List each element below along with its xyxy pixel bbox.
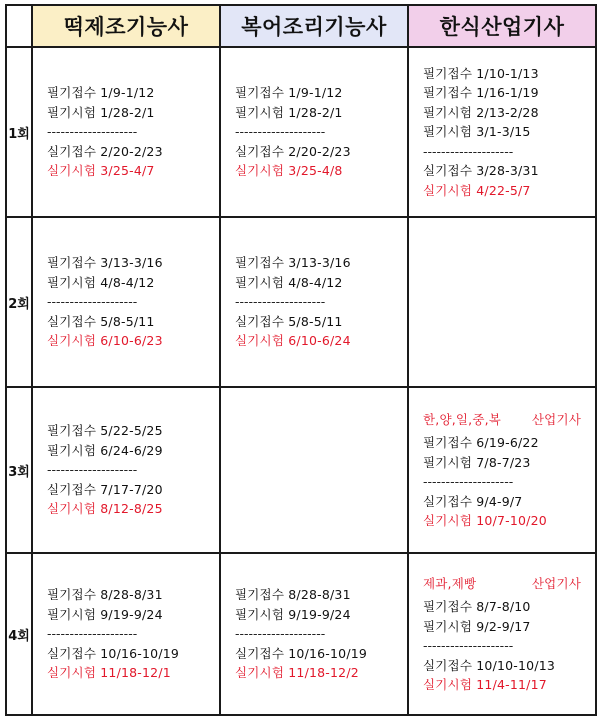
separator-line: -------------------- bbox=[47, 626, 138, 642]
cell-pufferfish bbox=[220, 387, 408, 553]
separator-line: -------------------- bbox=[423, 474, 514, 489]
schedule-line: 필기시험 4/8-4/12 bbox=[235, 274, 343, 290]
round-label: 3회 bbox=[6, 387, 32, 553]
round-rows bbox=[6, 47, 596, 715]
round-label: 1회 bbox=[6, 47, 32, 217]
round-row bbox=[6, 47, 596, 217]
separator-line: -------------------- bbox=[47, 124, 138, 140]
schedule-line: 필기접수 8/7-8/10 bbox=[423, 599, 531, 614]
practical-exam-date: 실기시험 3/25-4/7 bbox=[47, 163, 155, 179]
schedule-line: 필기접수 1/10-1/13 bbox=[423, 65, 539, 81]
cell-pufferfish bbox=[220, 553, 408, 715]
cell-pufferfish bbox=[220, 217, 408, 387]
separator-line: -------------------- bbox=[235, 626, 326, 642]
cell-rice-cake bbox=[32, 47, 220, 217]
schedule-line: 필기시험 4/8-4/12 bbox=[47, 274, 155, 290]
schedule-line: 필기시험 2/13-2/28 bbox=[423, 104, 539, 120]
practical-exam-date: 실기시험 4/22-5/7 bbox=[423, 182, 531, 198]
cell-rice-cake bbox=[32, 553, 220, 715]
header-korean-cuisine-industrial: 한식산업기사 bbox=[408, 5, 596, 47]
round-row bbox=[6, 553, 596, 715]
corner-cell bbox=[6, 5, 32, 47]
schedule-line: 필기접수 1/16-1/19 bbox=[423, 85, 539, 101]
cell-korean-cuisine-industrial bbox=[408, 553, 596, 715]
schedule-line: 실기접수 5/8-5/11 bbox=[235, 313, 343, 329]
header-rice-cake: 떡제조기능사 bbox=[32, 5, 220, 47]
notice-subjects: 제과,제빵 bbox=[423, 575, 477, 591]
practical-exam-date: 실기시험 6/10-6/24 bbox=[235, 333, 351, 349]
cell-rice-cake bbox=[32, 387, 220, 553]
schedule-line: 실기접수 9/4-9/7 bbox=[423, 493, 523, 509]
cell-pufferfish bbox=[220, 47, 408, 217]
separator-line: -------------------- bbox=[235, 294, 326, 310]
schedule-line: 필기시험 1/28-2/1 bbox=[47, 104, 155, 120]
schedule-line: 필기시험 1/28-2/1 bbox=[235, 104, 343, 120]
notice-subjects: 한,양,일,중,복 bbox=[423, 411, 502, 427]
notice-grade: 산업기사 bbox=[531, 575, 581, 591]
practical-exam-date: 실기시험 11/18-12/2 bbox=[235, 665, 359, 681]
separator-line: -------------------- bbox=[47, 462, 138, 478]
round-label: 2회 bbox=[6, 217, 32, 387]
schedule-line: 필기시험 7/8-7/23 bbox=[423, 454, 531, 470]
schedule-line: 필기시험 3/1-3/15 bbox=[423, 124, 531, 140]
round-row bbox=[6, 387, 596, 553]
schedule-line: 필기시험 6/24-6/29 bbox=[47, 442, 163, 458]
cell-korean-cuisine-industrial bbox=[408, 47, 596, 217]
schedule-line: 실기접수 5/8-5/11 bbox=[47, 313, 155, 329]
schedule-line: 필기접수 1/9-1/12 bbox=[47, 85, 155, 101]
schedule-line: 필기접수 3/13-3/16 bbox=[47, 255, 163, 271]
practical-exam-date: 실기시험 3/25-4/8 bbox=[235, 163, 343, 179]
schedule-line: 실기접수 10/10-10/13 bbox=[423, 657, 556, 673]
schedule-line: 실기접수 2/20-2/23 bbox=[235, 143, 351, 159]
round-label: 4회 bbox=[6, 553, 32, 715]
schedule-line: 실기접수 2/20-2/23 bbox=[47, 143, 163, 159]
notice-grade: 산업기사 bbox=[531, 411, 581, 427]
separator-line: -------------------- bbox=[235, 124, 326, 140]
practical-exam-date: 실기시험 8/12-8/25 bbox=[47, 501, 163, 517]
cell-rice-cake bbox=[32, 217, 220, 387]
schedule-line: 필기접수 8/28-8/31 bbox=[47, 587, 163, 603]
schedule-line: 필기접수 8/28-8/31 bbox=[235, 587, 351, 603]
schedule-line: 실기접수 7/17-7/20 bbox=[47, 481, 163, 497]
cell-korean-cuisine-industrial bbox=[408, 387, 596, 553]
schedule-line: 필기접수 3/13-3/16 bbox=[235, 255, 351, 271]
schedule-line: 필기시험 9/19-9/24 bbox=[235, 606, 351, 622]
schedule-line: 필기시험 9/2-9/17 bbox=[423, 618, 531, 634]
schedule-line: 실기접수 10/16-10/19 bbox=[235, 645, 368, 661]
schedule-line: 필기접수 6/19-6/22 bbox=[423, 435, 539, 450]
schedule-line: 실기접수 10/16-10/19 bbox=[47, 645, 180, 661]
header-pufferfish: 복어조리기능사 bbox=[220, 5, 408, 47]
industrial-group-notice bbox=[423, 410, 595, 430]
header-row bbox=[6, 5, 596, 47]
round-row bbox=[6, 217, 596, 387]
schedule-line: 필기접수 1/9-1/12 bbox=[235, 85, 343, 101]
practical-exam-date: 실기시험 10/7-10/20 bbox=[423, 513, 547, 528]
practical-exam-date: 실기시험 11/4-11/17 bbox=[423, 677, 547, 692]
schedule-line: 실기접수 3/28-3/31 bbox=[423, 163, 539, 179]
cell-korean-cuisine-industrial bbox=[408, 217, 596, 387]
practical-exam-date: 실기시험 11/18-12/1 bbox=[47, 665, 171, 681]
practical-exam-date: 실기시험 6/10-6/23 bbox=[47, 333, 163, 349]
separator-line: -------------------- bbox=[47, 294, 138, 310]
separator-line: -------------------- bbox=[423, 143, 514, 159]
industrial-group-notice bbox=[423, 574, 595, 594]
separator-line: -------------------- bbox=[423, 638, 514, 653]
schedule-line: 필기시험 9/19-9/24 bbox=[47, 606, 163, 622]
schedule-line: 필기접수 5/22-5/25 bbox=[47, 423, 163, 439]
exam-schedule-table bbox=[5, 4, 597, 716]
